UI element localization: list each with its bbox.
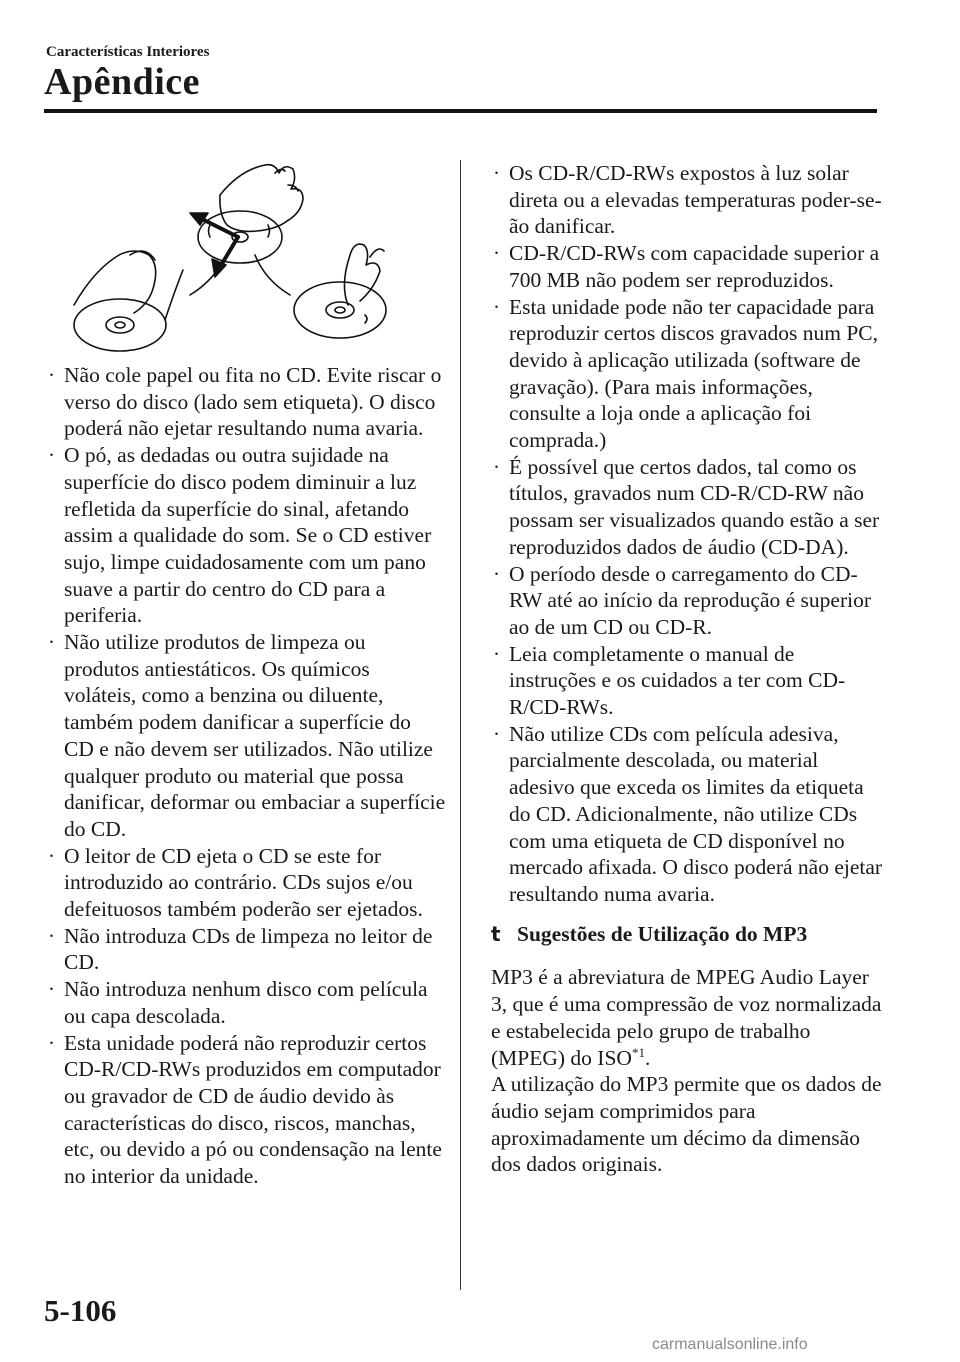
disc-left-icon: [74, 299, 166, 351]
left-column: [46, 362, 446, 1190]
hand-cloth-icon: [220, 165, 303, 232]
bullet-dot: ·: [493, 561, 500, 586]
list-item: · Leia completamente o manual de instruções e os cuidados a ter com CD-R/CD-RWs.: [493, 641, 846, 720]
bullet-dot: ·: [48, 843, 55, 868]
hand-right-icon: [344, 244, 380, 305]
list-item: · CD-R/CD-RWs com capacidade superior a 700 MB não podem ser reproduzidos.: [493, 241, 880, 292]
cd-handling-illustration: [70, 155, 390, 355]
bullet-dot: ·: [493, 161, 500, 185]
list-item: · Não introduza nenhum disco com película ou capa descolada.: [48, 977, 428, 1028]
list-item: · O leitor de CD ejeta o CD se este for introduzido ao contrário. CDs sujos e/ou defeituosos também poderão ser ejetados.: [48, 843, 423, 922]
bullet-dot: ·: [48, 1030, 55, 1055]
subheading-text: Sugestões de Utilização do MP3: [517, 921, 808, 946]
bullet-dot: ·: [48, 923, 55, 948]
footnote-marker: *1: [631, 1044, 645, 1060]
bullet-dot: ·: [48, 443, 55, 468]
page-number: 5-106: [44, 1293, 117, 1328]
header-rule: [44, 109, 877, 113]
list-item: · Esta unidade pode não ter capacidade para reproduzir certos discos gravados num PC, devido à aplicação utilizada (software de gravação). (Para mais informações, consulte a loja onde a aplicação foi comprada.): [493, 294, 879, 453]
section-marker-icon: t: [491, 921, 501, 946]
list-item: · Não utilize produtos de limpeza ou produtos antiestáticos. Os químicos voláteis, como a benzina ou diluente, também podem danificar a superfície do CD e não devem ser utilizados. Não utilize qualquer produto ou material que possa danificar, deformar ou embaciar a superfície do CD.: [48, 630, 446, 841]
list-item: · Não introduza CDs de limpeza no leitor de CD.: [48, 923, 433, 975]
bullet-dot: ·: [48, 630, 55, 655]
bullet-dot: ·: [493, 454, 500, 479]
bullet-dot: ·: [493, 721, 500, 746]
bullet-dot: ·: [493, 294, 500, 319]
section-label: Características Interiores: [46, 44, 210, 60]
list-item: · É possível que certos dados, tal como os títulos, gravados num CD-R/CD-RW não possam ser visualizados quando estão a ser reproduzidos dados de áudio (CD-DA).: [493, 454, 880, 559]
list-item: · Os CD-R/CD-RWs expostos à luz solar direta ou a elevadas temperaturas poder-se-ão danificar.: [493, 161, 882, 239]
mp3-paragraph-1: MP3 é a abreviatura de MPEG Audio Layer 3, que é uma compressão de voz normalizada e estabelecida pelo grupo de trabalho (MPEG) do ISO$^{*1}$.: [491, 965, 882, 1070]
list-item: · Esta unidade poderá não reproduzir certos CD-R/CD-RWs produzidos em computador ou gravador de CD de áudio devido às características do disco, riscos, manchas, etc, ou devido a pó ou condensação na lente no interior da unidade.: [48, 1030, 442, 1189]
mp3-subheading: [491, 921, 886, 948]
bullet-dot: ·: [48, 363, 55, 387]
right-column: [491, 160, 886, 1178]
disc-right-icon: [294, 282, 386, 338]
list-item: · O período desde o carregamento do CD-RW até ao início da reprodução é superior ao de um CD ou CD-R.: [493, 561, 871, 639]
watermark: carmanualsonline.info: [652, 1336, 808, 1353]
list-item: · Não cole papel ou fita no CD. Evite riscar o verso do disco (lado sem etiqueta). O disco poderá não ejetar resultando numa avaria.: [48, 363, 442, 441]
chapter-title: Apêndice: [44, 61, 200, 103]
column-divider: [460, 160, 461, 1290]
bullet-dot: ·: [493, 641, 500, 666]
list-item: · O pó, as dedadas ou outra sujidade na superfície do disco podem diminuir a luz refletida da superfície do sinal, afetando assim a qualidade do som. Se o CD estiver sujo, limpe cuidadosamente com um pano suave a partir do centro do CD para a periferia.: [48, 443, 432, 628]
bullet-dot: ·: [48, 977, 55, 1002]
mp3-paragraph-2: A utilização do MP3 permite que os dados de áudio sejam comprimidos para aproximadamente um décimo da dimensão dos dados originais.: [491, 1072, 882, 1177]
bullet-dot: ·: [493, 241, 500, 266]
list-item: · Não utilize CDs com película adesiva, parcialmente descolada, ou material adesivo que exceda os limites da etiqueta do CD. Adicionalmente, não utilize CDs com uma etiqueta de CD disponível no mercado afixada. O disco poderá não ejetar resultando numa avaria.: [493, 721, 883, 906]
hand-left-icon: [74, 251, 156, 313]
